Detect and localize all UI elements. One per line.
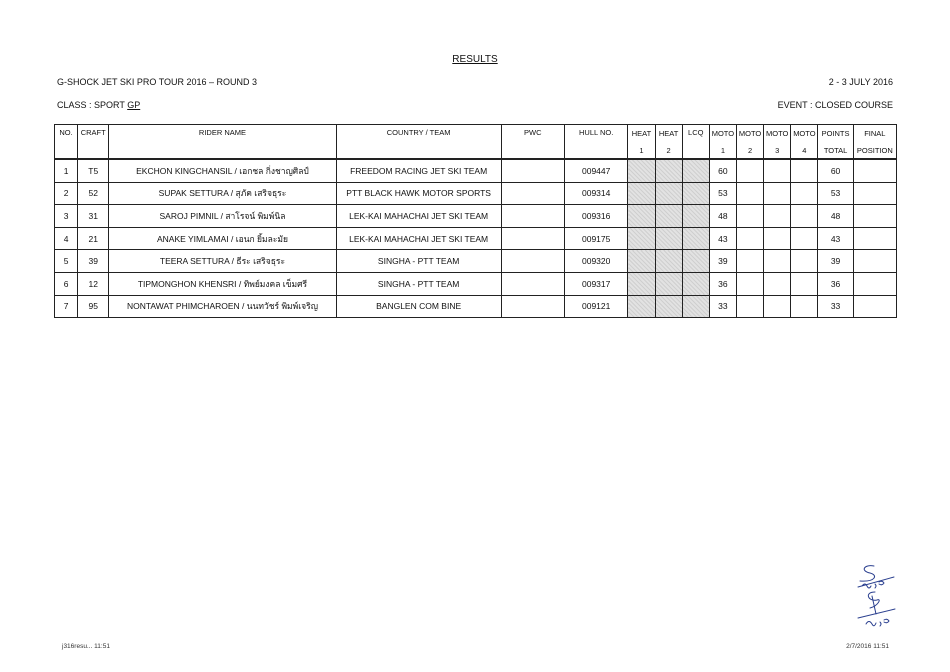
row-craft: 12 xyxy=(78,272,109,295)
row-heat-1 xyxy=(628,227,655,250)
col-hull-no: HULL NO. xyxy=(564,125,627,160)
row-moto-4 xyxy=(791,295,818,318)
event-date: 2 - 3 JULY 2016 xyxy=(828,77,893,87)
row-lcq xyxy=(682,272,709,295)
table-row xyxy=(55,227,897,250)
class-label xyxy=(57,100,140,110)
col-pwc: PWC xyxy=(501,125,564,160)
row-lcq xyxy=(682,182,709,205)
row-moto-1: 53 xyxy=(709,182,736,205)
row-moto-1: 48 xyxy=(709,205,736,228)
row-team: PTT BLACK HAWK MOTOR SPORTS xyxy=(336,182,501,205)
row-craft: 31 xyxy=(78,205,109,228)
results-table xyxy=(54,124,897,318)
row-craft: T5 xyxy=(78,159,109,182)
row-craft: 95 xyxy=(78,295,109,318)
row-moto-3 xyxy=(764,250,791,273)
col-heat-2: HEAT xyxy=(655,125,682,143)
row-heat-2 xyxy=(655,205,682,228)
col-craft: CRAFT xyxy=(78,125,109,160)
row-craft: 21 xyxy=(78,227,109,250)
row-moto-1: 60 xyxy=(709,159,736,182)
table-row xyxy=(55,182,897,205)
row-moto-1: 33 xyxy=(709,295,736,318)
col-no: NO. xyxy=(55,125,78,160)
row-total: 43 xyxy=(818,227,853,250)
row-moto-4 xyxy=(791,159,818,182)
row-lcq xyxy=(682,227,709,250)
row-no: 2 xyxy=(55,182,78,205)
col-country-team: COUNTRY / TEAM xyxy=(336,125,501,160)
signature-mark xyxy=(848,562,898,632)
row-moto-2 xyxy=(736,250,763,273)
row-moto-2 xyxy=(736,159,763,182)
col-final: FINAL xyxy=(853,125,896,143)
row-hull: 009121 xyxy=(564,295,627,318)
row-rider: SAROJ PIMNIL / สาโรจน์ พิมพ์นิล xyxy=(109,205,336,228)
row-heat-1 xyxy=(628,205,655,228)
row-heat-2 xyxy=(655,159,682,182)
row-total: 36 xyxy=(818,272,853,295)
row-moto-3 xyxy=(764,182,791,205)
row-final-position xyxy=(853,159,896,182)
row-total: 33 xyxy=(818,295,853,318)
row-team: FREEDOM RACING JET SKI TEAM xyxy=(336,159,501,182)
table-row xyxy=(55,295,897,318)
row-rider: SUPAK SETTURA / สุภัค เสริจธุระ xyxy=(109,182,336,205)
row-final-position xyxy=(853,295,896,318)
col-rider-name: RIDER NAME xyxy=(109,125,336,160)
col-moto-1-num: 1 xyxy=(709,142,736,159)
row-total: 48 xyxy=(818,205,853,228)
row-moto-4 xyxy=(791,205,818,228)
row-pwc xyxy=(501,295,564,318)
row-team: LEK-KAI MAHACHAI JET SKI TEAM xyxy=(336,205,501,228)
col-points: POINTS xyxy=(818,125,853,143)
row-lcq xyxy=(682,159,709,182)
row-moto-3 xyxy=(764,272,791,295)
row-final-position xyxy=(853,250,896,273)
row-rider: TEERA SETTURA / ธีระ เสริจธุระ xyxy=(109,250,336,273)
row-hull: 009316 xyxy=(564,205,627,228)
col-moto-2: MOTO xyxy=(736,125,763,143)
row-moto-3 xyxy=(764,205,791,228)
col-moto-4: MOTO xyxy=(791,125,818,143)
table-row xyxy=(55,159,897,182)
row-heat-1 xyxy=(628,182,655,205)
row-moto-3 xyxy=(764,295,791,318)
row-heat-2 xyxy=(655,250,682,273)
row-total: 39 xyxy=(818,250,853,273)
col-heat-1-num: 1 xyxy=(628,142,655,159)
col-moto-4-num: 4 xyxy=(791,142,818,159)
row-heat-2 xyxy=(655,295,682,318)
row-lcq xyxy=(682,250,709,273)
row-no: 3 xyxy=(55,205,78,228)
row-moto-2 xyxy=(736,295,763,318)
row-moto-4 xyxy=(791,250,818,273)
page-title: RESULTS xyxy=(452,54,498,65)
row-pwc xyxy=(501,272,564,295)
row-heat-1 xyxy=(628,250,655,273)
row-moto-4 xyxy=(791,272,818,295)
row-moto-1: 39 xyxy=(709,250,736,273)
class-gp: GP xyxy=(127,100,141,110)
row-final-position xyxy=(853,272,896,295)
row-final-position xyxy=(853,205,896,228)
row-craft: 39 xyxy=(78,250,109,273)
row-moto-4 xyxy=(791,182,818,205)
col-moto-3: MOTO xyxy=(764,125,791,143)
row-moto-1: 36 xyxy=(709,272,736,295)
row-heat-1 xyxy=(628,272,655,295)
row-moto-3 xyxy=(764,159,791,182)
row-pwc xyxy=(501,205,564,228)
row-moto-4 xyxy=(791,227,818,250)
row-rider: EKCHON KINGCHANSIL / เอกชล กิ่งชาญศิลป์ xyxy=(109,159,336,182)
row-no: 7 xyxy=(55,295,78,318)
footer-file: j316resu... 11:51 xyxy=(62,643,110,650)
row-rider: ANAKE YIMLAMAI / เอนก ยิ้มละมัย xyxy=(109,227,336,250)
class-prefix: CLASS : SPORT xyxy=(57,100,128,110)
table-row xyxy=(55,205,897,228)
row-heat-2 xyxy=(655,182,682,205)
row-heat-2 xyxy=(655,272,682,295)
footer-timestamp: 2/7/2016 11:51 xyxy=(846,643,889,650)
table-row xyxy=(55,272,897,295)
results-body xyxy=(55,159,897,318)
col-moto-1: MOTO xyxy=(709,125,736,143)
row-pwc xyxy=(501,159,564,182)
row-moto-2 xyxy=(736,205,763,228)
row-no: 1 xyxy=(55,159,78,182)
row-lcq xyxy=(682,295,709,318)
signature-strokes xyxy=(858,566,895,626)
col-moto-3-num: 3 xyxy=(764,142,791,159)
row-total: 60 xyxy=(818,159,853,182)
row-moto-3 xyxy=(764,227,791,250)
row-rider: TIPMONGHON KHENSRI / ทิพย์มงคล เข็มศรี xyxy=(109,272,336,295)
row-team: LEK-KAI MAHACHAI JET SKI TEAM xyxy=(336,227,501,250)
row-total: 53 xyxy=(818,182,853,205)
table-row xyxy=(55,250,897,273)
row-pwc xyxy=(501,227,564,250)
col-lcq: LCQ xyxy=(682,125,709,160)
row-hull: 009320 xyxy=(564,250,627,273)
row-lcq xyxy=(682,205,709,228)
row-moto-2 xyxy=(736,227,763,250)
row-no: 4 xyxy=(55,227,78,250)
row-moto-1: 43 xyxy=(709,227,736,250)
row-team: SINGHA - PTT TEAM xyxy=(336,272,501,295)
row-final-position xyxy=(853,182,896,205)
col-heat-2-num: 2 xyxy=(655,142,682,159)
col-final-position: POSITION xyxy=(853,142,896,159)
row-team: BANGLEN COM BINE xyxy=(336,295,501,318)
row-moto-2 xyxy=(736,272,763,295)
row-heat-1 xyxy=(628,295,655,318)
col-heat-1: HEAT xyxy=(628,125,655,143)
row-hull: 009314 xyxy=(564,182,627,205)
row-rider: NONTAWAT PHIMCHAROEN / นนทวัชร์ พิมพ์เจริญ xyxy=(109,295,336,318)
row-team: SINGHA - PTT TEAM xyxy=(336,250,501,273)
row-craft: 52 xyxy=(78,182,109,205)
header-row xyxy=(55,125,897,143)
row-heat-2 xyxy=(655,227,682,250)
row-pwc xyxy=(501,182,564,205)
row-no: 6 xyxy=(55,272,78,295)
row-heat-1 xyxy=(628,159,655,182)
row-final-position xyxy=(853,227,896,250)
row-pwc xyxy=(501,250,564,273)
col-points-total: TOTAL xyxy=(818,142,853,159)
event-type: EVENT : CLOSED COURSE xyxy=(777,100,893,110)
row-hull: 009175 xyxy=(564,227,627,250)
col-moto-2-num: 2 xyxy=(736,142,763,159)
row-hull: 009447 xyxy=(564,159,627,182)
row-no: 5 xyxy=(55,250,78,273)
row-hull: 009317 xyxy=(564,272,627,295)
row-moto-2 xyxy=(736,182,763,205)
event-name: G-SHOCK JET SKI PRO TOUR 2016 – ROUND 3 xyxy=(57,77,258,87)
